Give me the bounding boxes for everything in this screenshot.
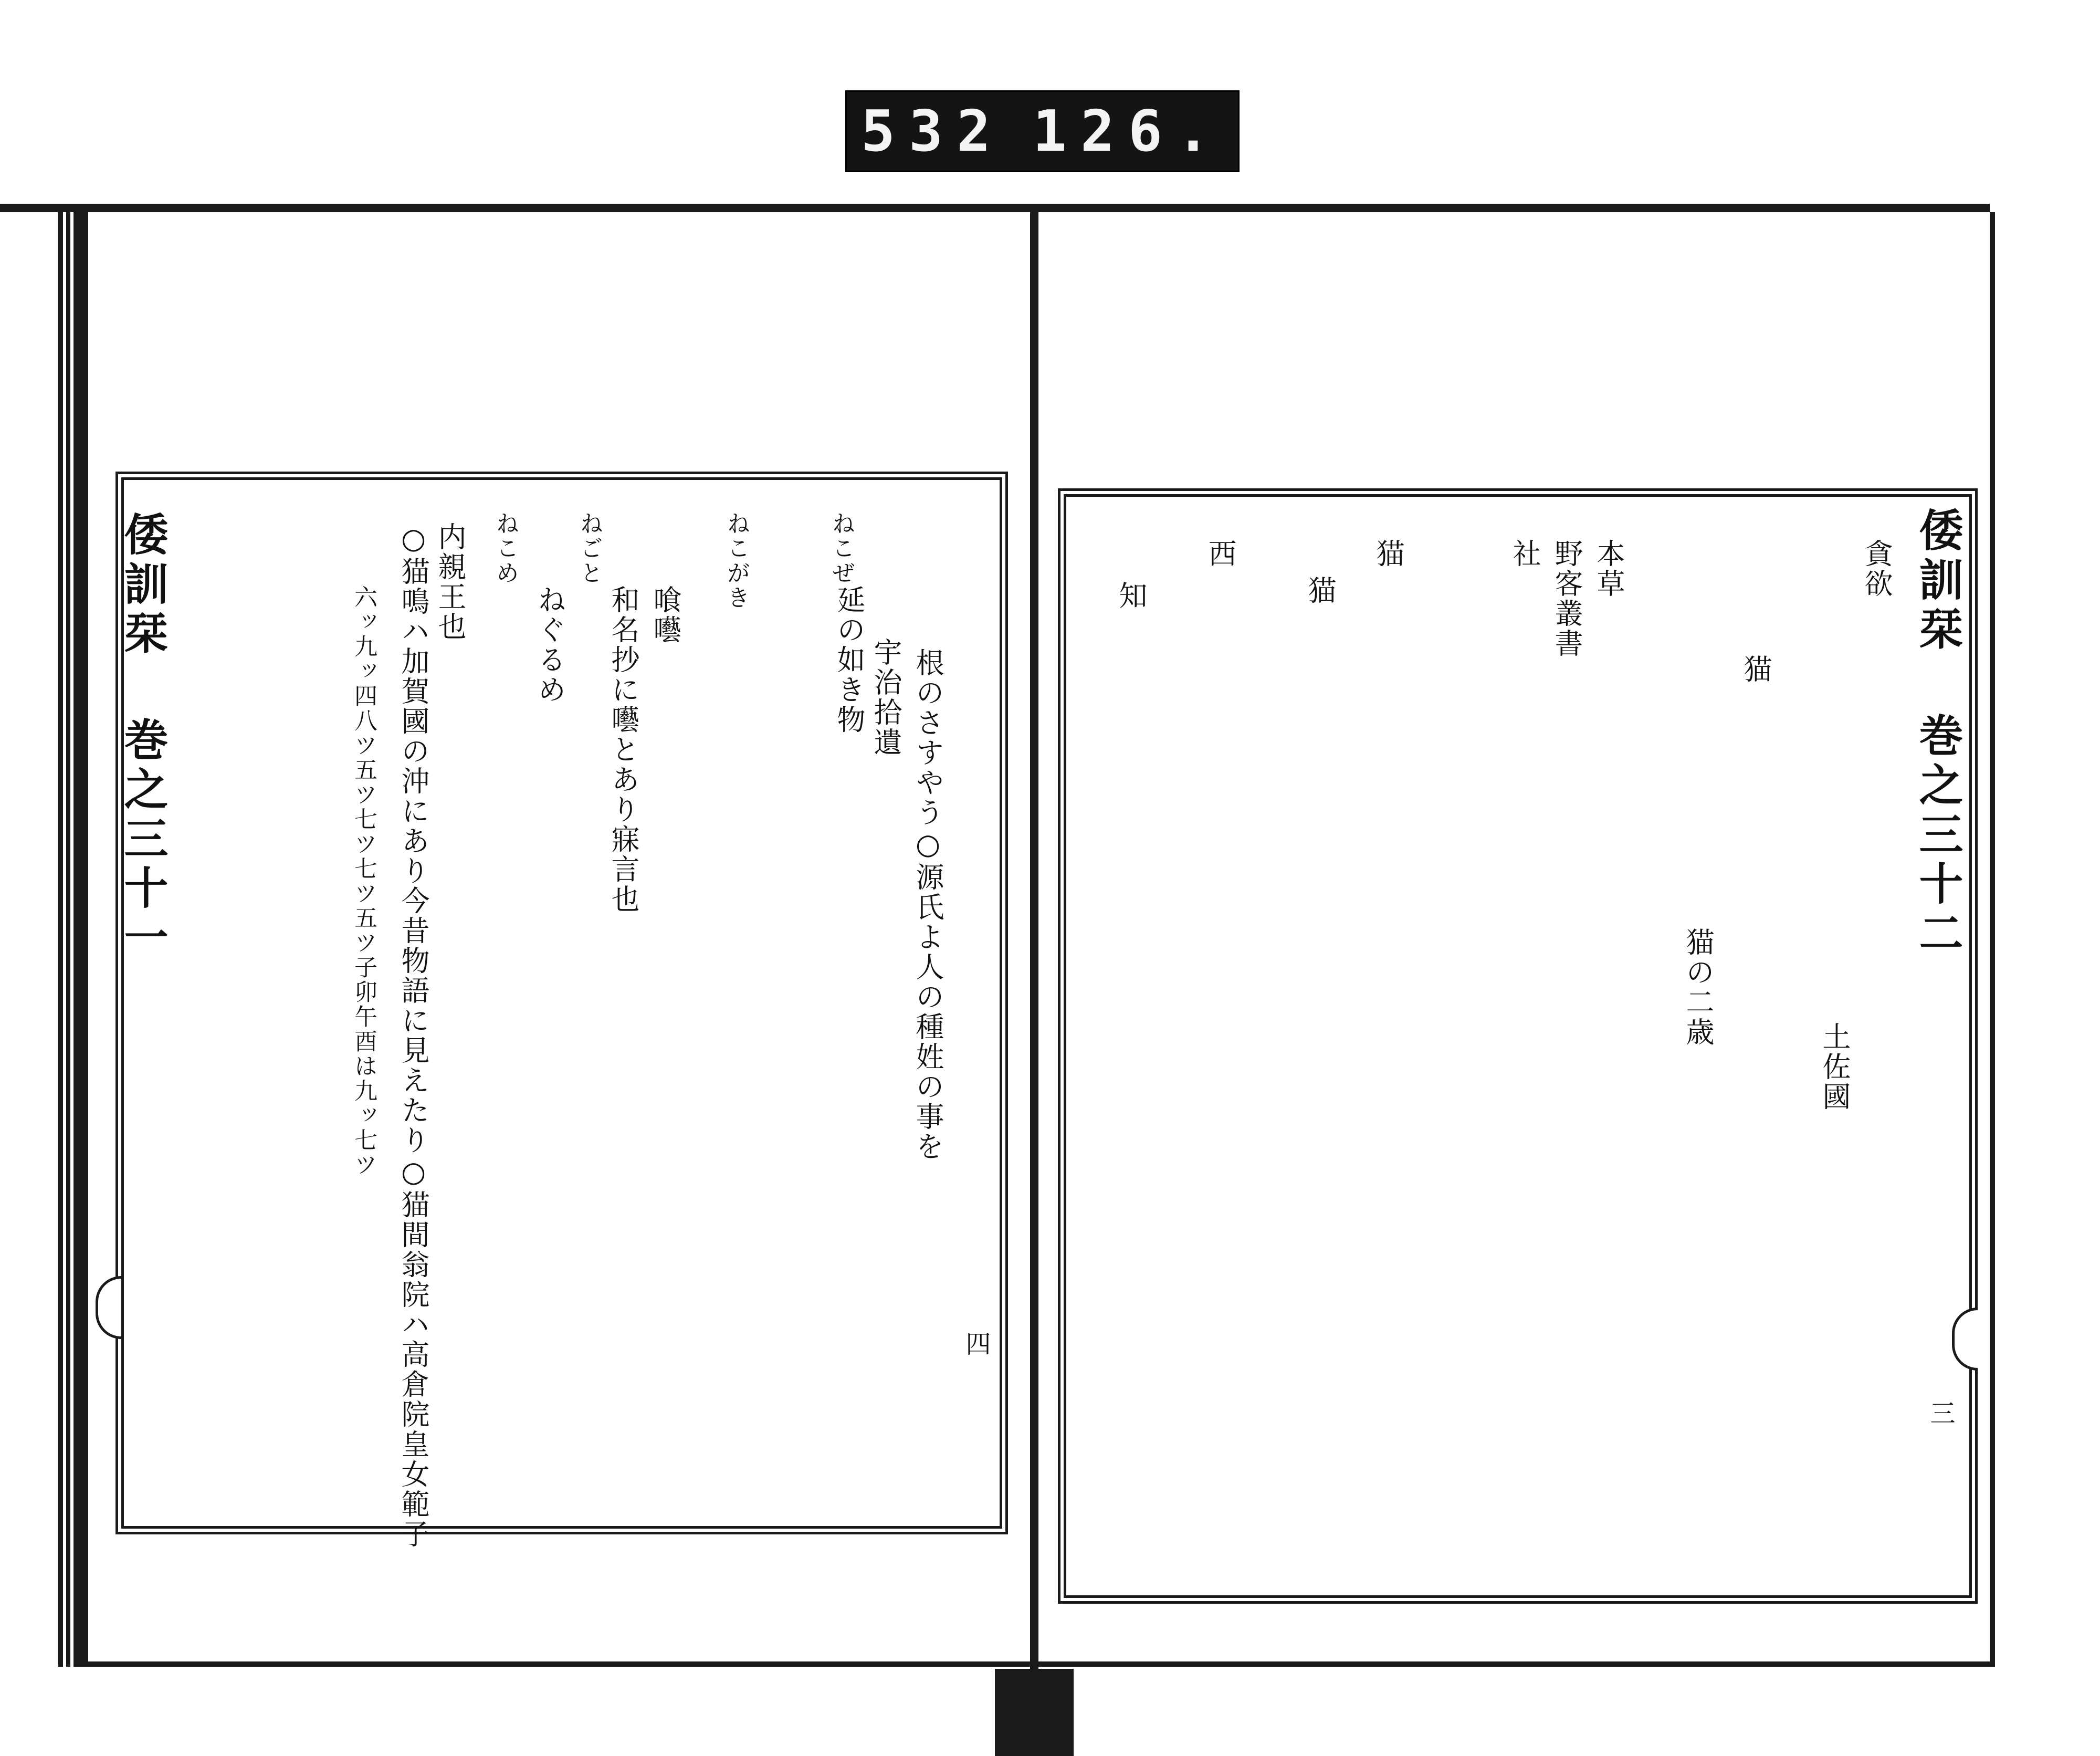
left-page-column-6: ねごと xyxy=(576,511,603,586)
right-page-column-7: 社 xyxy=(1508,539,1541,569)
page-number-label xyxy=(845,90,1240,172)
left-page-column-2: ○猫鳴ハ加賀國の沖にあり今昔物語に見えたり○猫間翁院ハ高倉院皇女範子 xyxy=(397,522,430,1549)
spread-top-rule xyxy=(0,204,1990,212)
left-page-column-8: 喰囈 xyxy=(649,585,682,645)
page-label-right-number: 126. xyxy=(1032,98,1224,164)
left-page-column-9: ねこがき xyxy=(723,511,750,610)
left-page-column-11: 宇治拾遺 xyxy=(869,637,902,757)
left-page-column-1: 六ッ九ッ四八ツ五ツ七ツ七ツ五ツ子卯午酉は九ッ七ツ xyxy=(350,585,377,1177)
book-spine-line xyxy=(1030,204,1038,1690)
left-page-column-4: ねこめ xyxy=(492,511,519,586)
left-page-frame xyxy=(116,472,1008,1549)
left-page-column-5: ねぐるめ xyxy=(533,585,566,705)
right-page-column-2: 土佐國 xyxy=(1818,1022,1851,1112)
left-page-column-10: ねこぜ xyxy=(828,511,855,586)
right-page-folio: 三 xyxy=(1926,1400,1955,1425)
right-page-column-4: 猫の二歳 xyxy=(1682,927,1715,1047)
right-page-column-11: 知 xyxy=(1115,581,1148,611)
left-page-header: 倭訓栞 巻之三十一 xyxy=(117,511,169,964)
right-page-column-5: 本草 xyxy=(1592,539,1625,599)
left-leaf-edge xyxy=(58,212,88,1667)
right-page-header: 倭訓栞 巻之三十二 xyxy=(1912,507,1964,959)
left-page-column-13: 延の如き物 xyxy=(833,585,866,735)
right-page-column-9: 猫 xyxy=(1304,576,1337,605)
right-page-frame xyxy=(1058,488,1978,1604)
left-page-column-12: 根のさすやう○源氏よ人の種姓の事を xyxy=(911,648,944,1162)
page-label-left-number: 532 xyxy=(860,98,1005,164)
left-page-column-3: 内親王也 xyxy=(434,522,467,642)
book-spine-tab xyxy=(995,1669,1074,1756)
right-page-column-1: 貪欲 xyxy=(1860,539,1893,599)
left-page-column-7: 和名抄に囈とあり寐言也 xyxy=(607,585,640,914)
right-page-column-10: 西 xyxy=(1204,539,1237,569)
right-page-column-8: 猫 xyxy=(1372,539,1405,569)
left-page-folio: 四 xyxy=(961,1331,991,1356)
right-page-column-6: 野客叢書 xyxy=(1550,539,1583,659)
right-page-column-3: 猫 xyxy=(1739,654,1772,684)
